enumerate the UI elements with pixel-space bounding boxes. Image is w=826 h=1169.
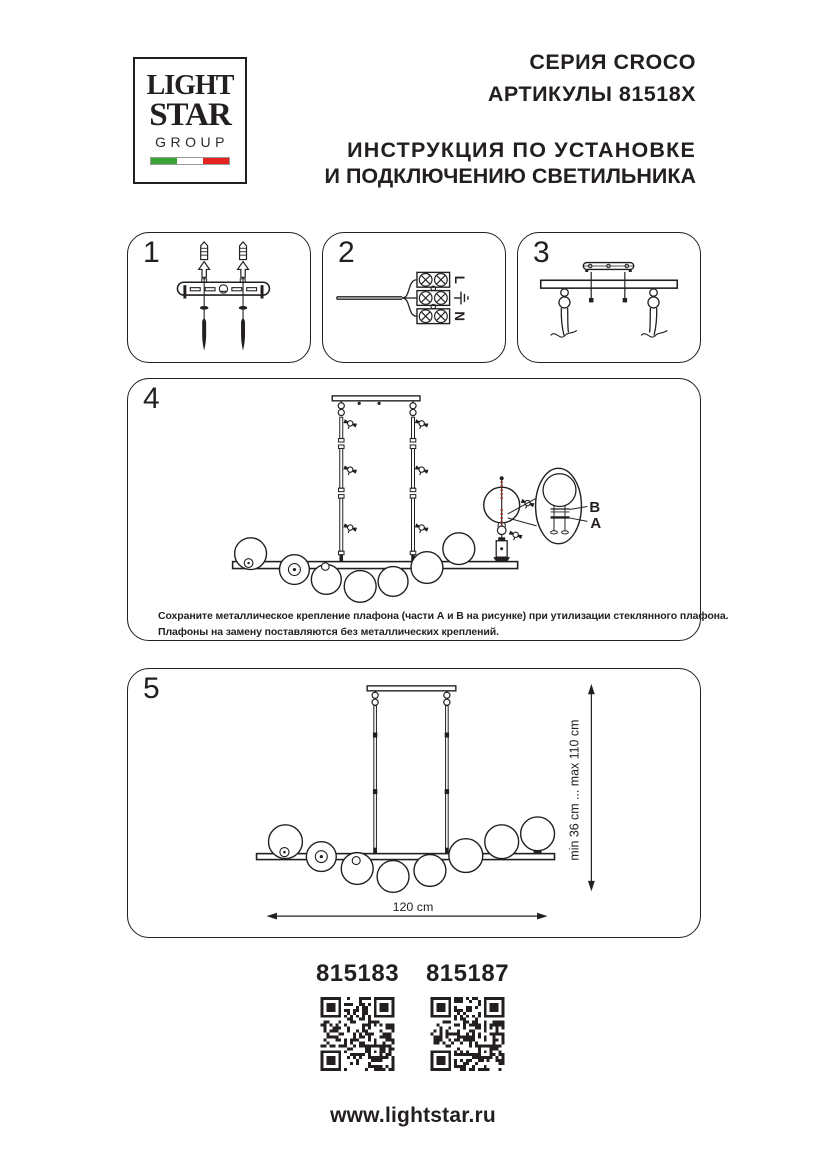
shade-fixing-assembly (484, 476, 535, 561)
earth-ground-icon (454, 292, 468, 305)
lightstar-logo (133, 57, 247, 184)
logo-word-group: GROUP (155, 134, 229, 150)
screw-icon (202, 318, 206, 350)
step-number: 5 (143, 672, 160, 705)
flag-white-segment (177, 158, 203, 164)
shade-replacement-note (158, 608, 729, 640)
screw-icon (241, 318, 245, 350)
suspension-rod-right (410, 401, 416, 563)
step-number: 4 (143, 382, 160, 415)
terminal-label-line: L (451, 275, 468, 284)
suspension-rod-right (444, 691, 450, 854)
terminal-label-neutral: N (451, 311, 468, 322)
width-dimension-label: 120 cm (392, 900, 434, 915)
article-number: 815183 (315, 960, 400, 987)
step-number: 3 (533, 236, 550, 269)
step-4-box (127, 378, 729, 641)
article-number: 815187 (425, 960, 510, 987)
note-line-1: Сохраните металлическое крепление плафона (части А и В на рисунке) при утилизации стеклянного плафона. (158, 610, 729, 622)
website-url: www.lightstar.ru (330, 1104, 496, 1127)
height-dimension-arrow (588, 684, 595, 891)
logo-word-star: STAR (149, 97, 231, 133)
terminal-screws (419, 273, 447, 322)
product-815183 (301, 962, 414, 1071)
instruction-title-line1: ИНСТРУКЦИЯ ПО УСТАНОВКЕ (347, 138, 696, 162)
suspension-ring-right (641, 289, 667, 337)
flag-red-segment (203, 158, 229, 164)
instruction-title-line2: И ПОДКЛЮЧЕНИЮ СВЕТИЛЬНИКА (324, 164, 696, 188)
part-label-b: B (589, 500, 601, 516)
step-1-box (127, 232, 311, 363)
wall-plug-icon (199, 242, 210, 277)
step-5-box (127, 668, 701, 938)
assembly-diagram (128, 379, 729, 640)
dimensions-diagram (128, 669, 700, 937)
step-number: 2 (338, 236, 355, 269)
italian-flag-icon (150, 157, 230, 165)
detail-bubble (536, 468, 582, 543)
flag-green-segment (151, 158, 177, 164)
qr-code (320, 997, 395, 1071)
step-2-box (322, 232, 506, 363)
wall-plug-icon (238, 242, 249, 277)
product-815187 (411, 962, 524, 1071)
note-line-2: Плафоны на замену поставляются без металлических креплений. (158, 626, 499, 638)
logo-word-light: LIGHT (146, 70, 234, 101)
wing-screw-icons (342, 419, 429, 536)
step-number: 1 (143, 236, 160, 269)
series-title: СЕРИЯ CROCO (529, 50, 696, 74)
suspension-ring-left (551, 289, 577, 337)
qr-code (430, 997, 505, 1071)
suspension-rod-left (338, 401, 344, 563)
part-label-a: A (590, 515, 602, 532)
suspension-rod-left (372, 691, 378, 854)
step-3-box (517, 232, 701, 363)
articles-title: АРТИКУЛЫ 81518X (487, 82, 696, 106)
height-dimension-label: min 36 cm ... max 110 cm (567, 719, 582, 861)
